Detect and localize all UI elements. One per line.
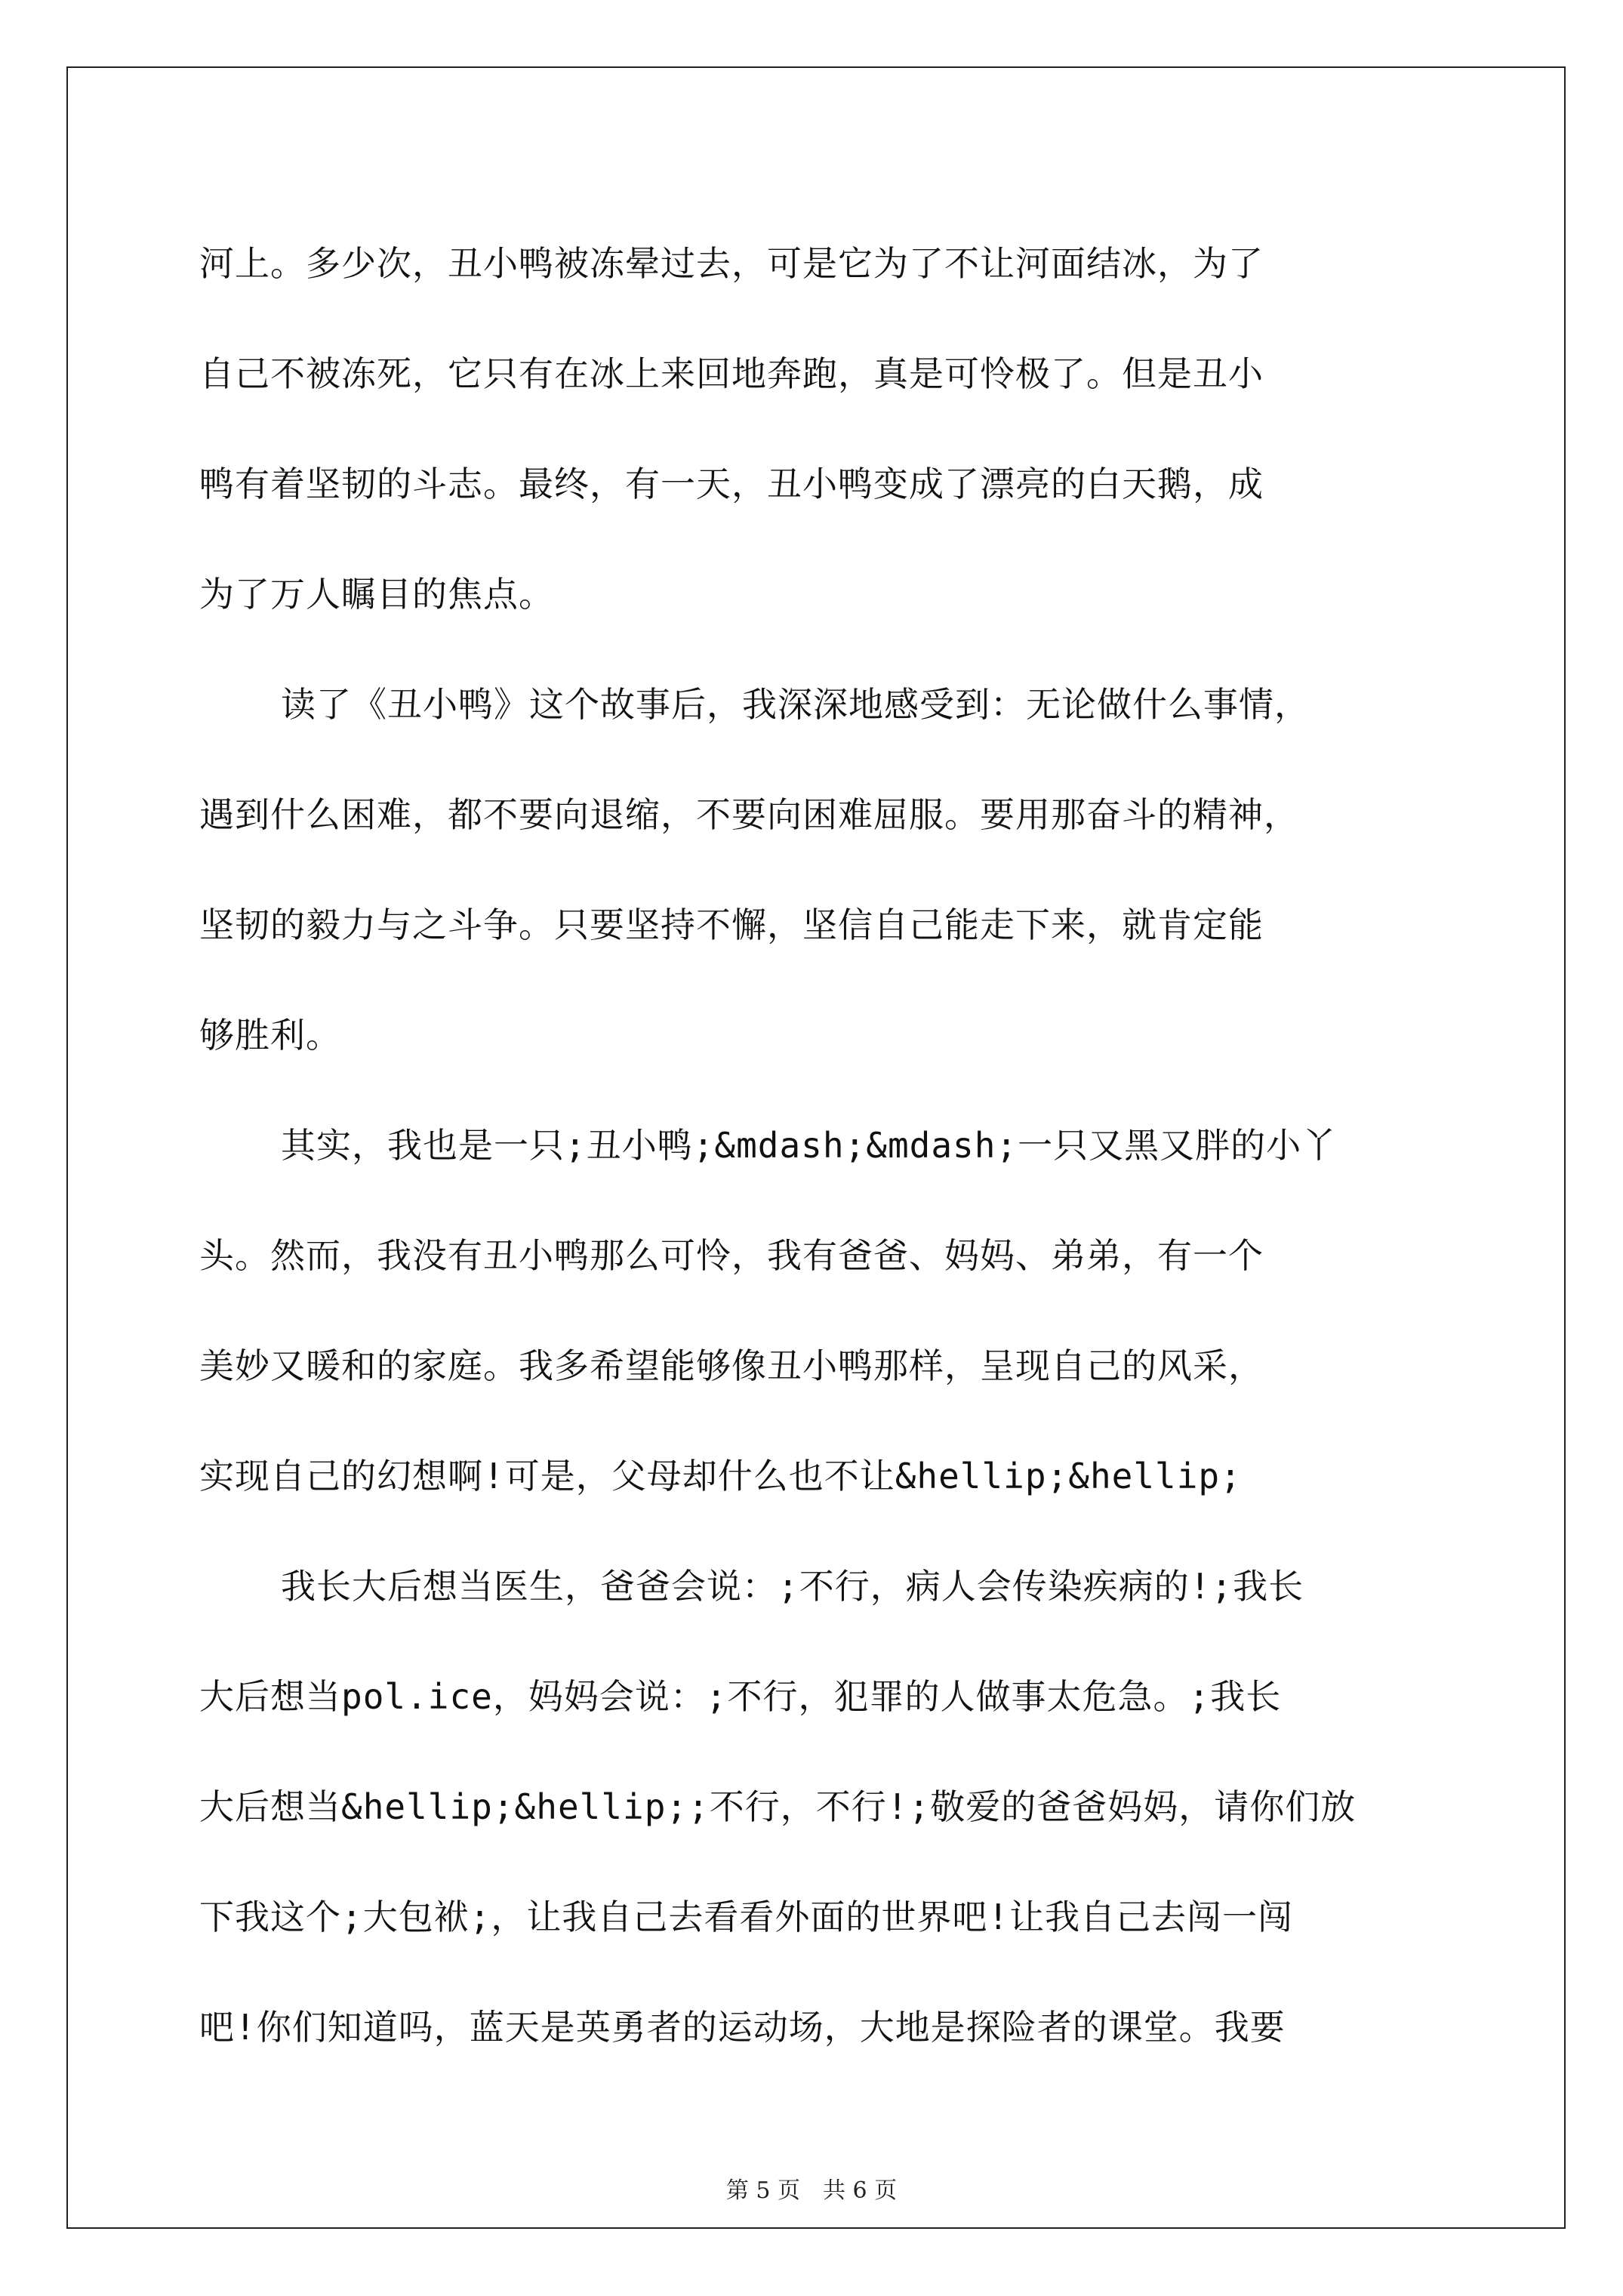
text-line: 大后想当&hellip;&hellip;;不行，不行!;敬爱的爸爸妈妈，请你们放: [199, 1786, 1357, 1827]
text-line: 下我这个;大包袱;，让我自己去看看外面的世界吧!让我自己去闯一闯: [199, 1897, 1294, 1937]
text-line: 自己不被冻死，它只有在冰上来回地奔跑，真是可怜极了。但是丑小: [199, 353, 1264, 394]
text-line: 够胜利。: [199, 1015, 341, 1056]
document-body: [199, 208, 1452, 2082]
text-line: 坚韧的毅力与之斗争。只要坚持不懈，坚信自己能走下来，就肯定能: [199, 905, 1264, 945]
text-line: 鸭有着坚韧的斗志。最终，有一天，丑小鸭变成了漂亮的白天鹅，成: [199, 464, 1264, 504]
text-line: 头。然而，我没有丑小鸭那么可怜，我有爸爸、妈妈、弟弟，有一个: [199, 1235, 1264, 1276]
text-line: 我长大后想当医生，爸爸会说：;不行，病人会传染疾病的!;我长: [281, 1566, 1304, 1607]
text-line: 为了万人瞩目的焦点。: [199, 574, 554, 615]
text-line: 其实，我也是一只;丑小鸭;&mdash;&mdash;一只又黑又胖的小丫: [281, 1125, 1338, 1166]
text-line: 美妙又暖和的家庭。我多希望能够像丑小鸭那样，呈现自己的风采，: [199, 1345, 1264, 1386]
text-line: 吧!你们知道吗，蓝天是英勇者的运动场，大地是探险者的课堂。我要: [199, 2007, 1286, 2048]
text-line: 大后想当pol.ice，妈妈会说：;不行，犯罪的人做事太危急。;我长: [199, 1676, 1282, 1717]
text-line: 读了《丑小鸭》这个故事后，我深深地感受到：无论做什么事情，: [281, 684, 1310, 725]
text-line: 实现自己的幻想啊!可是，父母却什么也不让&hellip;&hellip;: [199, 1456, 1242, 1496]
text-line: 遇到什么困难，都不要向退缩，不要向困难屈服。要用那奋斗的精神，: [199, 794, 1299, 835]
page-number-footer: 第 5 页 共 6 页: [725, 2177, 898, 2204]
text-line: 河上。多少次，丑小鸭被冻晕过去，可是它为了不让河面结冰，为了: [199, 243, 1264, 284]
